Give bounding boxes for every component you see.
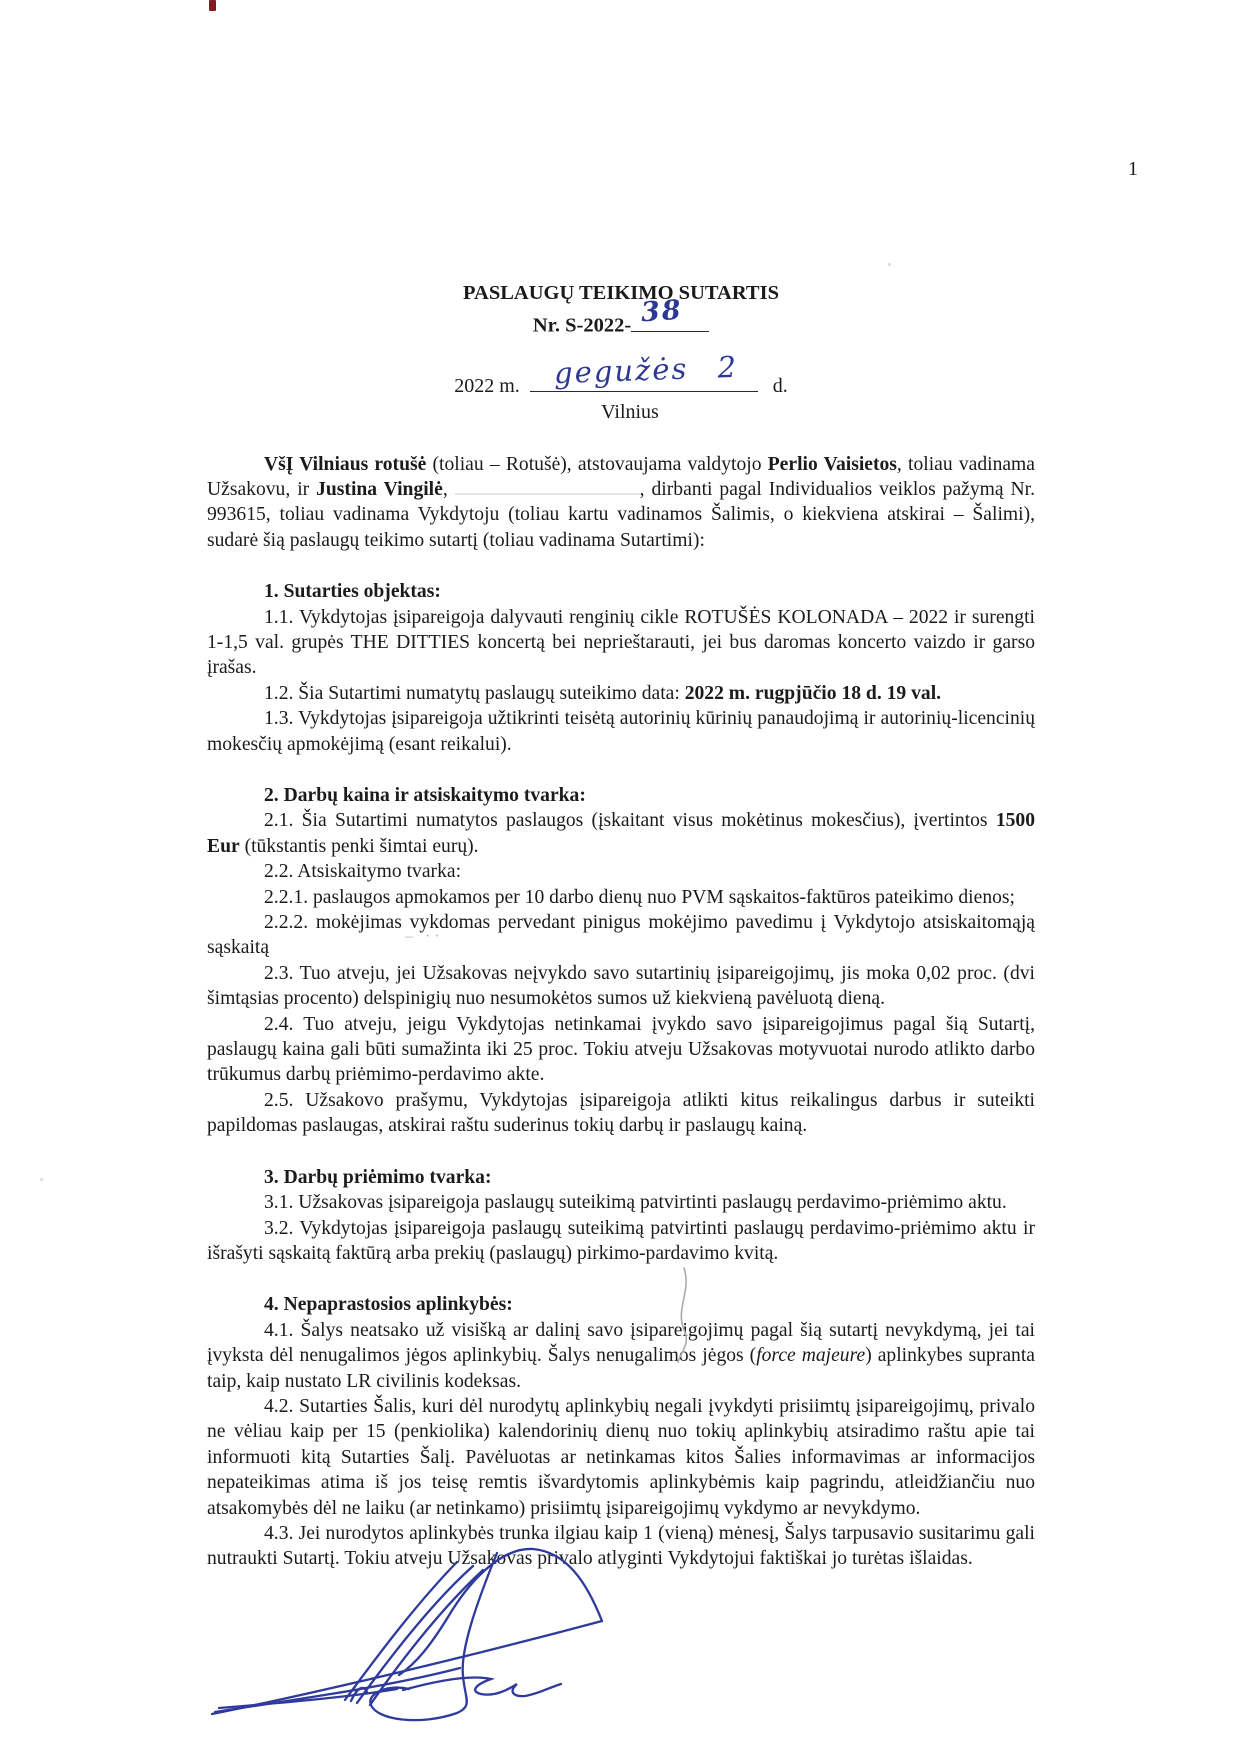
text-run: ) aplinkybes supranta taip, kaip nustato LR civilinis kodeksas. <box>207 1345 1035 1392</box>
text-run: 2.1. Šia Sutartimi numatytos paslaugos (įskaitant visus mokėtinus mokesčius), įvertintos <box>264 810 996 832</box>
contract-clause <box>207 808 1035 859</box>
text-run: force majeure <box>756 1345 866 1367</box>
contract-clause <box>207 1394 1035 1521</box>
text-run: 2.3. Tuo atveju, jei Užsakovas neįvykdo savo sutartinių įsipareigojimų, jis moka 0,02 proc. (dvi šimtąsias procento) delspinigių nuo nesumokėtos sumos už kiekvieną pavėluotą dieną. <box>207 962 1035 1010</box>
city-label: Vilnius <box>601 400 659 423</box>
text-run: 2.2.1. paslaugos apmokamos per 10 darbo dienų nuo PVM sąskaitos-faktūros pateikimo dienos; <box>264 886 1015 908</box>
date-prefix: 2022 m. <box>454 374 520 397</box>
contract-clause <box>207 681 1035 706</box>
section-heading-2: 2. Darbų kaina ir atsiskaitymo tvarka: <box>264 785 586 807</box>
text-run: 4.2. Sutarties Šalis, kuri dėl nurodytų aplinkybių negali įvykdyti prisiimtų įsipareigojimų, privalo ne vėliau kaip per 15 (penkiolika) kalendorinių dienų nuo tokių aplinkybių atsiradimo raštu apie tai informuoti kitą Sutarties Šalį. Pavėluotas ar netinkamas kitos Šalies informavimas ar informacijos nepateikimas atima iš jos teisę remtis išvardytomis aplinkybėmis kaip pagrindu, atleidžiančiu nuo atsakomybės dėl ne laiku (ar netinkamo) prisiimtų įsipareigojimų vykdymo ar nevykdymo. <box>207 1395 1035 1519</box>
text-run: 4.3. Jei nurodytos aplinkybės trunka ilgiau kaip 1 (vieną) mėnesį, Šalys tarpusavio susitarimu gali nutraukti Sutartį. Tokiu atveju Užsakovas privalo atlyginti Vykdytojui faktiškai jo turėtas išlaidas. <box>207 1522 1035 1570</box>
document-title-block <box>207 280 1035 339</box>
text-run: 2.4. Tuo atveju, jeigu Vykdytojas netinkamai įvykdo savo įsipareigojimus pagal šią Sutartį, paslaugų kaina gali būti sumažinta iki 25 proc. Tokiu atveju Užsakovas motyvuotai nurodo atlikto darbo trūkumus darbų priėmimo-perdavimo akte. <box>207 1013 1035 1086</box>
document-body <box>207 452 1035 1572</box>
text-run: 3.2. Vykdytojas įsipareigoja paslaugų suteikimą patvirtinti paslaugų perdavimo-priėmimo aktu ir išrašyti sąskaitą faktūrą arba prekių (paslaugų) pirkimo-pardavimo kvitą. <box>207 1217 1035 1264</box>
text-run: 1.1. Vykdytojas įsipareigoja dalyvauti renginių cikle ROTUŠĖS KOLONADA – 2022 ir surengti 1-1,5 val. grupės THE DITTIES koncertą bei neprieštarauti, jei bus daromas koncerto vaizdo ir garso įrašas. <box>207 606 1035 679</box>
text-run: 1.2. Šia Sutartimi numatytų paslaugų suteikimo data: <box>264 682 685 704</box>
contract-clause <box>207 910 1035 961</box>
contract-clause <box>207 961 1035 1012</box>
contract-clause <box>207 1088 1035 1139</box>
text-run: , toliau vadinama Užsakovu, ir <box>207 453 1035 500</box>
text-run: 2022 m. rugpjūčio 18 d. 19 val. <box>684 682 942 704</box>
contract-clause <box>207 605 1035 681</box>
text-run: , <box>442 478 455 500</box>
contract-number-line <box>532 294 709 339</box>
text-run: , dirbanti pagal Individualios veiklos pažymą Nr. 993615, toliau vadinama Vykdytoju (toliau kartu vadinamos Šalimis, o kiekviena atskirai – Šalimi), sudarė šią paslaugų teikimo sutartį (toliau vadinama Sutartimi): <box>207 478 1035 551</box>
text-run: 3.1. Užsakovas įsipareigoja paslaugų suteikimą patvirtinti paslaugų perdavimo-priėmimo aktu. <box>264 1192 1007 1214</box>
document-content <box>207 0 1035 1572</box>
text-run: 2.5. Užsakovo prašymu, Vykdytojas įsipareigoja atlikti kitus reikalingus darbus ir suteikti papildomas paslaugas, atskirai raštu suderinus tokių darbų ir paslaugų kainą. <box>207 1089 1035 1137</box>
scan-artifact-line <box>660 1260 720 1370</box>
text-run: Perlio Vaisietos <box>767 453 897 475</box>
contract-clause <box>207 1190 1035 1215</box>
redacted-area <box>455 477 640 495</box>
contract-clause <box>207 1216 1035 1267</box>
contract-clause <box>207 1318 1035 1394</box>
page-number: 1 <box>1128 158 1138 180</box>
text-run: 2.2. Atsiskaitymo tvarka: <box>264 861 462 883</box>
contract-clause <box>207 885 1035 910</box>
contract-number-prefix: Nr. S-2022- <box>532 314 632 337</box>
text-run: 1.3. Vykdytojas įsipareigoja užtikrinti teisėtą autorinių kūrinių panaudojimą ir autorinių-licencinių mokesčių apmokėjimą (esant reikalui). <box>207 708 1035 755</box>
text-run: 2.2.2. mokėjimas vykdomas pervedant pinigus mokėjimo pavedimu į Vykdytojo atsiskaitomąją sąskaitą <box>207 912 1035 959</box>
date-line <box>207 349 1035 424</box>
section-heading-4: 4. Nepaprastosios aplinkybės: <box>264 1294 513 1316</box>
date-suffix: d. <box>772 374 788 397</box>
text-run: VšĮ Vilniaus rotušė <box>264 453 427 475</box>
signature <box>185 1540 625 1740</box>
contract-clause <box>207 1012 1035 1088</box>
document-title: PASLAUGŲ TEIKIMO SUTARTIS <box>463 282 779 304</box>
text-run: Justina Vingilė <box>316 478 443 500</box>
text-run: (tūkstantis penki šimtai eurų). <box>239 835 479 857</box>
section-heading-1: 1. Sutarties objektas: <box>264 581 441 603</box>
date-blank <box>530 349 758 392</box>
intro-paragraph <box>207 452 1035 554</box>
scan-speck <box>40 1178 43 1181</box>
handwritten-date: gegužės 2 <box>553 349 739 390</box>
section-heading-3: 3. Darbų priėmimo tvarka: <box>264 1166 492 1188</box>
contract-number-blank <box>631 294 709 332</box>
text-run: 4.1. Šalys neatsako už visišką ar dalinį savo įsipareigojimų pagal šią sutartį nevykdymą, jei tai įvyksta dėl nenugalimos jėgos aplinkybių. Šalys nenugalimos jėgos ( <box>207 1319 1035 1367</box>
faded-redaction-marks: – ·· <box>405 928 444 945</box>
contract-clause <box>207 706 1035 757</box>
contract-clause <box>207 859 1035 884</box>
text-run: 1500 Eur <box>207 810 1035 857</box>
handwritten-contract-number: 38 <box>640 294 684 329</box>
signature-stroke <box>403 1677 561 1696</box>
signature-stroke <box>345 1562 483 1705</box>
text-run: (toliau – Rotušė), atstovaujama valdytojo <box>426 453 768 475</box>
